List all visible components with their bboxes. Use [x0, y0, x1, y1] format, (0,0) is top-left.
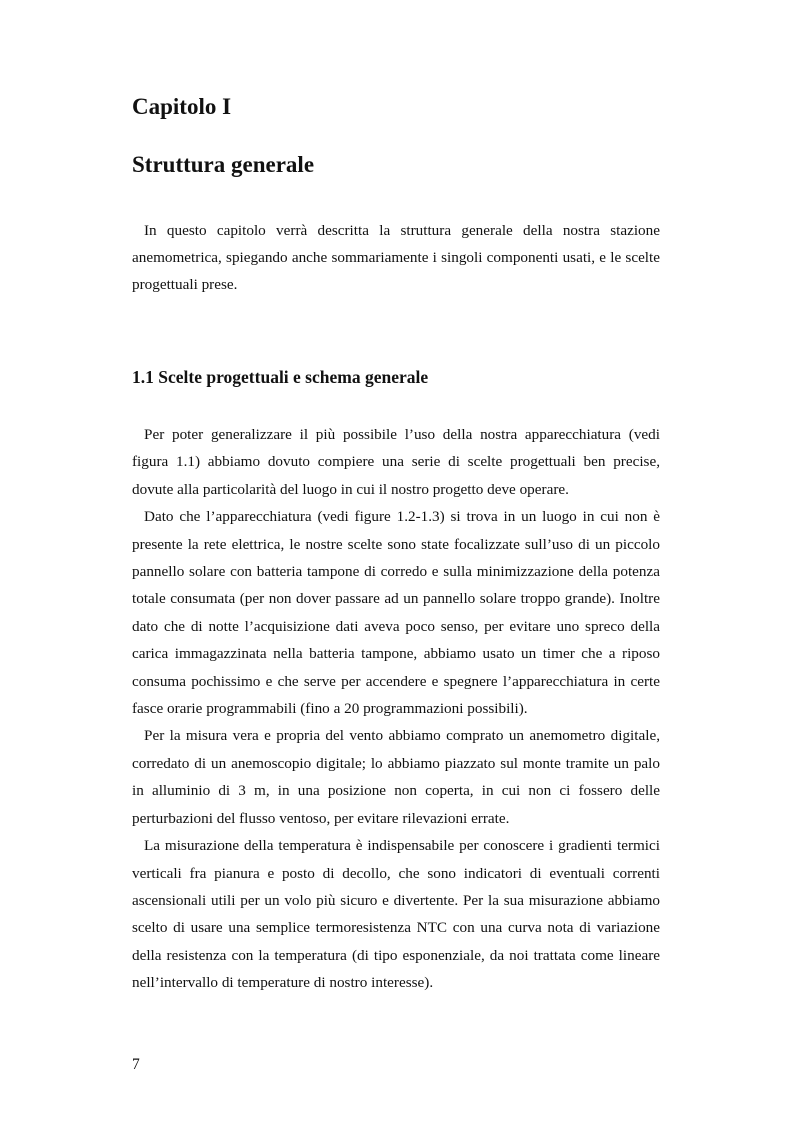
section-body [132, 421, 660, 997]
body-paragraph: Per poter generalizzare il più possibile l’uso della nostra apparecchiatura (vedi figura 1.1) abbiamo dovuto compiere una serie di scelte progettuali ben precise, dovute alla particolarità del luogo in cui il nostro progetto deve operare. [132, 426, 660, 498]
section-title: 1.1 Scelte progettuali e schema generale [132, 367, 429, 387]
page-number: 7 [132, 1056, 140, 1073]
chapter-title: Struttura generale [132, 152, 315, 177]
chapter-intro-paragraph: In questo capitolo verrà descritta la struttura generale della nostra stazione anemometrica, spiegando anche sommariamente i singoli componenti usati, e le scelte progettuali prese. [132, 222, 660, 293]
body-paragraph: Dato che l’apparecchiatura (vedi figure 1.2-1.3) si trova in un luogo in cui non è presente la rete elettrica, le nostre scelte sono state focalizzate sull’uso di un piccolo pannello solare con batteria tampone di corredo e sulla minimizzazione della potenza totale consumata (per non dover passare ad un pannello solare troppo grande). Inoltre dato che di notte l’acquisizione dati aveva poco senso, per evitare uno spreco della carica immagazzinata nella batteria tampone, abbiamo usato un timer che a riposo consuma pochissimo e che serve per accendere e spegnere l’apparecchiatura in certe fasce orarie programmabili (fino a 20 programmazioni possibili). [132, 508, 660, 718]
chapter-label: Capitolo I [132, 94, 232, 119]
body-paragraph: La misurazione della temperatura è indispensabile per conoscere i gradienti termici verticali fra pianura e posto di decollo, che sono indicatori di eventuali correnti ascensionali utili per un volo più sicuro e divertente. Per la sua misurazione abbiamo scelto di usare una semplice termoresistenza NTC con una curva nota di variazione della resistenza con la temperatura (di tipo esponenziale, da noi trattata come lineare nell’intervallo di temperature di nostro interesse). [132, 837, 660, 992]
body-paragraph: Per la misura vera e propria del vento abbiamo comprato un anemometro digitale, corredato di un anemoscopio digitale; lo abbiamo piazzato sul monte tramite un palo in alluminio di 3 m, in una posizione non coperta, in cui non ci fossero delle perturbazioni del flusso ventoso, per evitare rilevazioni errate. [132, 727, 660, 827]
